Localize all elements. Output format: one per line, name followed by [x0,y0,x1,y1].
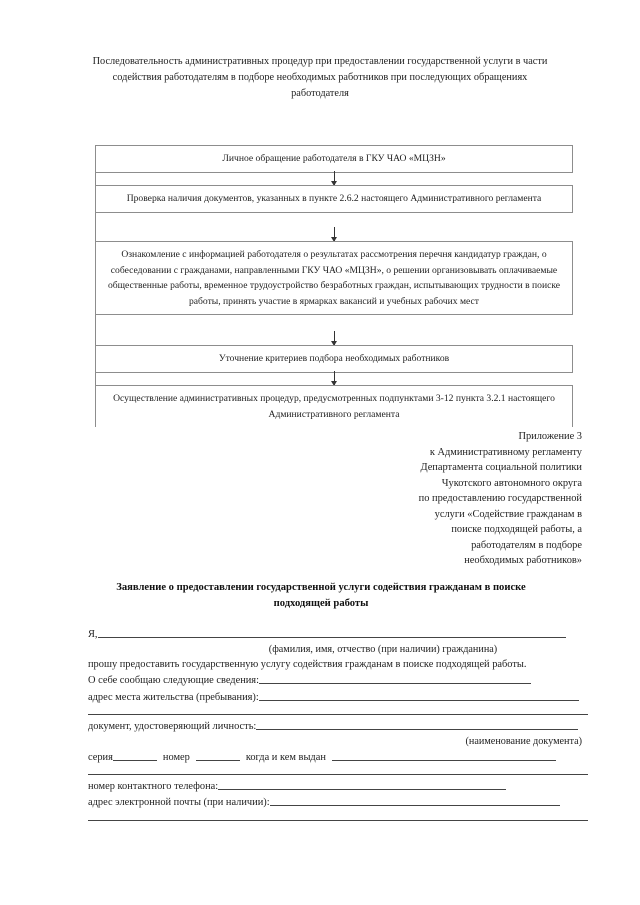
flow-step-4 [95,345,573,373]
address-label: адрес места жительства (пребывания): [88,691,259,703]
email-field[interactable] [270,794,560,806]
flow-arrow-4 [334,371,335,385]
flow-step-1-label: Личное обращение работодателя в ГКУ ЧАО «МЦЗН» [222,153,446,164]
flow-step-3 [95,241,573,315]
flow-step-3-label: Ознакомление с информацией работодателя о результатах рассмотрения перечня кандидатур граждан, о собеседовании с гражданами, направленными ГКУ ЧАО «МЦЗН», о решении организовывать оплачиваемые общественные работы, временное трудоустройство безработных граждан, испытывающих трудности в поиске работы, принять участие в ярмарках вакансий и учебных рабочих мест [107,249,561,307]
appendix-line-4: Чукотского автономного округа [441,477,582,489]
address-row [88,689,588,705]
applicant-prefix-label: Я, [88,629,98,640]
form-heading: Заявление о предоставлении государственной услуги содействия гражданам в поиске подходящей работы [116,582,526,609]
appendix-line-2: к Административному регламенту [429,446,582,458]
applicant-name-field[interactable] [98,626,566,638]
appendix-line-6: услуги «Содействие гражданам в [434,508,582,520]
info-intro-field[interactable] [259,672,531,684]
flow-arrow-3 [334,331,335,345]
flow-step-1 [95,145,573,173]
flow-step-2 [95,185,573,213]
identity-row [88,718,588,734]
issued-field[interactable] [332,749,556,761]
number-field[interactable] [196,749,240,761]
phone-row [88,778,588,794]
info-intro-label: О себе сообщаю следующие сведения: [88,675,259,687]
identity-caption: (наименование документа) [465,736,582,748]
application-form [88,626,588,824]
appendix-line-9: необходимых работников» [464,555,582,566]
flow-arrow-2 [334,227,335,241]
flow-step-4-label: Уточнение критериев подбора необходимых работников [218,353,450,364]
phone-label: номер контактного телефона: [88,781,219,793]
email-label: адрес электронной почты (при наличии): [88,797,270,809]
identity-field[interactable] [256,718,578,730]
address-field[interactable] [259,689,579,701]
phone-field[interactable] [218,778,506,790]
flow-step-2-label: Проверка наличия документов, указанных в пункте 2.6.2 настоящего Административного регламента [126,193,542,204]
request-text: прошу предоставить государственную услугу содействия гражданам в поиске подходящей работы. [88,659,527,671]
applicant-name-row [88,626,588,642]
email-row [88,794,588,810]
email-continuation-rule[interactable] [88,820,588,821]
address-continuation-rule[interactable] [88,714,588,715]
applicant-name-caption: (фамилия, имя, отчество (при наличии) гражданина) [268,644,498,656]
appendix-line-1: Приложение 3 [518,431,582,442]
appendix-line-7: поиске подходящей работы, а [451,524,582,535]
page-title: Последовательность административных процедур при предоставлении государственной услуги в части содействия работодателям в подборе необходимых работников при последующих обращениях работодателя [92,56,548,99]
flow-arrow-1 [334,171,335,185]
issued-label: когда и кем выдан [245,752,326,764]
appendix-line-8: работодателям в подборе [471,539,582,551]
info-intro-row [88,672,588,688]
appendix-reference [322,429,582,569]
flow-step-5 [95,385,573,427]
issued-continuation-rule[interactable] [88,774,588,775]
number-label: номер [162,752,190,764]
series-field[interactable] [113,749,157,761]
flow-step-5-label: Осуществление административных процедур, предусмотренных подпунктами 3-12 пункта 3.2.1 настоящего Административного регламента [113,393,555,420]
passport-row [88,749,588,765]
appendix-line-5: по предоставлению государственной [418,493,582,504]
series-label: серия [88,752,113,764]
appendix-line-3: Департамента социальной политики [420,462,582,473]
identity-label: документ, удостоверяющий личность: [88,720,257,732]
